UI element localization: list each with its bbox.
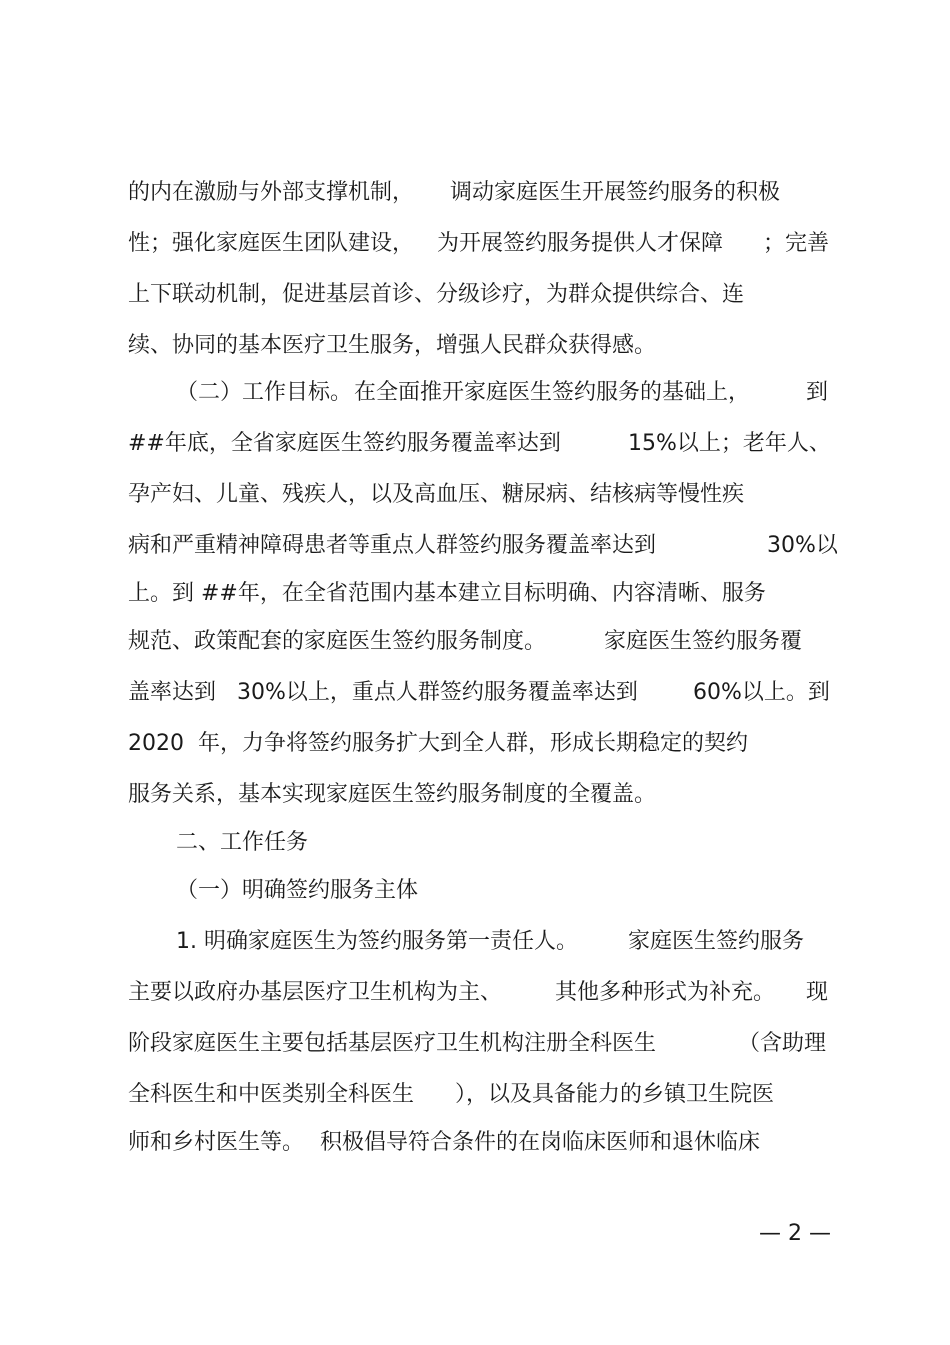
text-segment: 上。到 ##年，在全省范围内基本建立目标明确、内容清晰、服务 [128,581,766,606]
text-line [0,1026,950,1062]
text-line [0,1077,950,1113]
text-segment: 孕产妇、儿童、残疾人，以及高血压、糖尿病、结核病等慢性疾 [128,482,745,507]
text-segment: 家庭医生签约服务 [628,929,805,954]
text-segment: 的内在激励与外部支撑机制， [128,180,415,205]
text-segment: 在全面推开家庭医生签约服务的基础上， [354,380,751,405]
text-line [0,528,950,564]
text-line [0,277,950,313]
text-segment: （含助理 [738,1031,827,1056]
text-line [0,777,950,813]
text-segment: 其他多种形式为补充。 [555,980,776,1005]
text-line [0,226,950,262]
text-line [0,426,950,462]
text-segment: 阶段家庭医生主要包括基层医疗卫生机构注册全科医生 [128,1031,657,1056]
text-line [0,924,950,960]
text-segment: ；完善 [763,231,830,256]
section-heading [0,825,950,861]
text-line [0,576,950,612]
text-line [0,175,950,211]
text-segment: 性；强化家庭医生团队建设， [128,231,415,256]
text-segment: 续、协同的基本医疗卫生服务，增强人民群众获得感。 [128,333,657,358]
text-line [0,675,950,711]
text-line [0,975,950,1011]
text-segment: 调动家庭医生开展签约服务的积极 [450,180,781,205]
text-segment: 30%以上，重点人群签约服务覆盖率达到 [237,680,638,705]
text-segment: 到 [806,380,829,405]
text-segment: （二）工作目标。 [176,380,353,405]
text-segment: 服务关系，基本实现家庭医生签约服务制度的全覆盖。 [128,782,657,807]
subsection-heading [0,873,950,909]
text-line [0,726,950,762]
text-segment: （一）明确签约服务主体 [176,878,419,903]
text-segment: 60%以上。到 [693,680,830,705]
text-segment: 病和严重精神障碍患者等重点人群签约服务覆盖率达到 [128,533,657,558]
text-segment: 30%以 [767,533,838,558]
text-segment: 现 [806,980,829,1005]
text-line [0,477,950,513]
text-segment: 盖率达到 [128,680,217,705]
text-segment: 上下联动机制，促进基层首诊、分级诊疗，为群众提供综合、连 [128,282,745,307]
text-line [0,328,950,364]
text-line [0,624,950,660]
text-segment: 规范、政策配套的家庭医生签约服务制度。 [128,629,547,654]
text-segment: 2020 年，力争将签约服务扩大到全人群，形成长期稳定的契约 [128,731,748,756]
page-number: — 2 — [759,1221,831,1246]
text-segment: 师和乡村医生等。 [128,1130,305,1155]
text-segment: 主要以政府办基层医疗卫生机构为主、 [128,980,503,1005]
text-line [0,375,950,411]
text-segment: 积极倡导符合条件的在岗临床医师和退休临床 [320,1130,761,1155]
text-segment: ##年底，全省家庭医生签约服务覆盖率达到 [128,431,561,456]
text-segment: 为开展签约服务提供人才保障 [437,231,724,256]
text-segment: ），以及具备能力的乡镇卫生院医 [455,1082,775,1107]
text-line [0,1125,950,1161]
text-segment: 1. 明确家庭医生为签约服务第一责任人。 [176,929,578,954]
text-segment: 15%以上；老年人、 [628,431,831,456]
text-segment: 二、工作任务 [176,830,309,855]
text-segment: 全科医生和中医类别全科医生 [128,1082,415,1107]
text-segment: 家庭医生签约服务覆 [604,629,803,654]
